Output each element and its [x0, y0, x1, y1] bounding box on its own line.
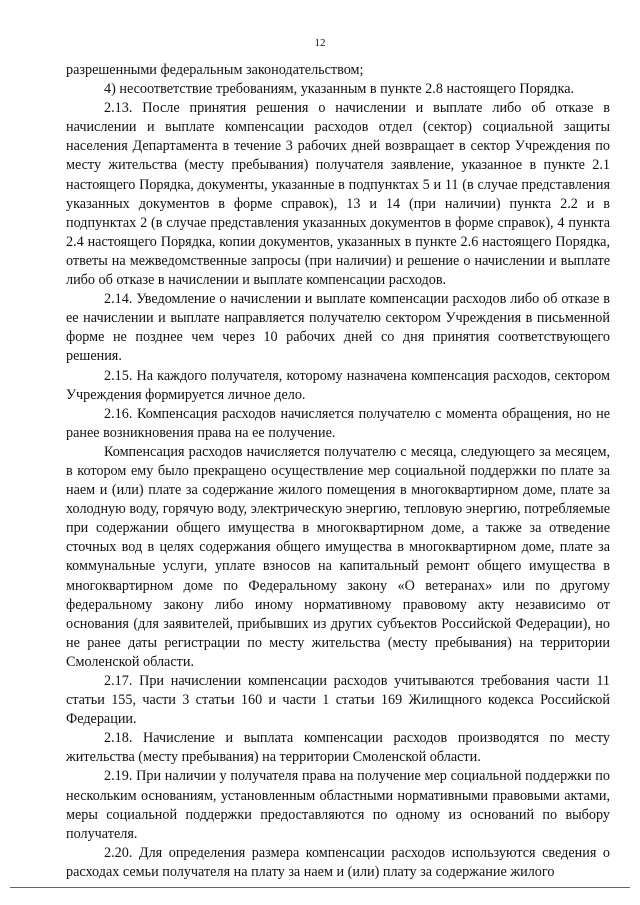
paragraph-2-18: 2.18. Начисление и выплата компенсации расходов производятся по месту жительства (месту пребывания) на территории Смоленской области. [66, 730, 610, 766]
document-body [66, 61, 610, 882]
paragraph-2-17: 2.17. При начислении компенсации расходов учитываются требования части 11 статьи 155, части 3 статьи 160 и части 1 статьи 169 Жилищного кодекса Российской Федерации. [66, 673, 610, 728]
paragraph-continuation: разрешенными федеральным законодательством; [66, 62, 364, 78]
paragraph-2-13: 2.13. После принятия решения о начислении и выплате либо об отказе в начислении и выплате компенсации расходов отдел (сектор) социальной защиты населения Департамента в течение 3 рабочих дней возвращает в сектор Учреждения по месту жительства (месту пребывания) получателя заявление, указанное в пункте 2.1 настоящего Порядка, документы, указанные в подпунктах 5 и 11 (в случае представления указанных документов в форме справок), 13 и 14 (при наличии) пункта 2.2 и в подпунктах 2 (в случае представления указанных документов в форме справок), 4 пункта 2.4 настоящего Порядка, копии документов, указанных в пункте 2.6 настоящего Порядка, ответы на межведомственные запросы (при наличии) и решение о начислении и выплате либо об отказе в начислении и выплате компенсации расходов. [66, 100, 610, 289]
paragraph-2-16-continued: Компенсация расходов начисляется получателю с месяца, следующего за месяцем, в котором ему было прекращено осуществление мер социальной поддержки по плате за наем и (или) плате за содержание жилого помещения в многоквартирном доме, плате за холодную воду, горячую воду, электрическую энергию, тепловую энергию, потребляемые при содержании общего имущества в многоквартирном доме, а также за отведение сточных вод в целях содержания общего имущества в многоквартирном доме, плате за коммунальные услуги, уплате взносов на капитальный ремонт общего имущества в многоквартирном доме по Федеральному закону «О ветеранах» или по другому федеральному закону либо иному нормативному правовому акту независимо от основания (для заявителей, прибывших из других субъектов Российской Федерации), но не ранее даты регистрации по месту жительства (месту пребывания) на территории Смоленской области. [66, 443, 610, 670]
paragraph-item-4: 4) несоответствие требованиям, указанным в пункте 2.8 настоящего Порядка. [104, 81, 575, 98]
paragraph-2-19: 2.19. При наличии у получателя права на получение мер социальной поддержки по нескольким основаниям, установленным областными нормативными правовыми актами, меры социальной поддержки предоставляются по одному из оснований по выбору получателя. [66, 768, 610, 842]
paragraph-2-20: 2.20. Для определения размера компенсации расходов используются сведения о расходах семьи получателя на плату за наем и (или) плату за содержание жилого [66, 844, 610, 880]
page-number: 12 [314, 37, 326, 49]
page-bottom-rule [10, 887, 630, 888]
paragraph-2-14: 2.14. Уведомление о начислении и выплате компенсации расходов либо об отказе в ее начислении и выплате направляется получателю сектором Учреждения в письменной форме не позднее чем через 10 рабочих дней со дня принятия соответствующего решения. [66, 291, 610, 365]
paragraph-2-15: 2.15. На каждого получателя, которому назначена компенсация расходов, сектором Учреждения формируется личное дело. [66, 367, 610, 403]
paragraph-2-16: 2.16. Компенсация расходов начисляется получателю с момента обращения, но не ранее возникновения права на ее получение. [66, 405, 610, 441]
